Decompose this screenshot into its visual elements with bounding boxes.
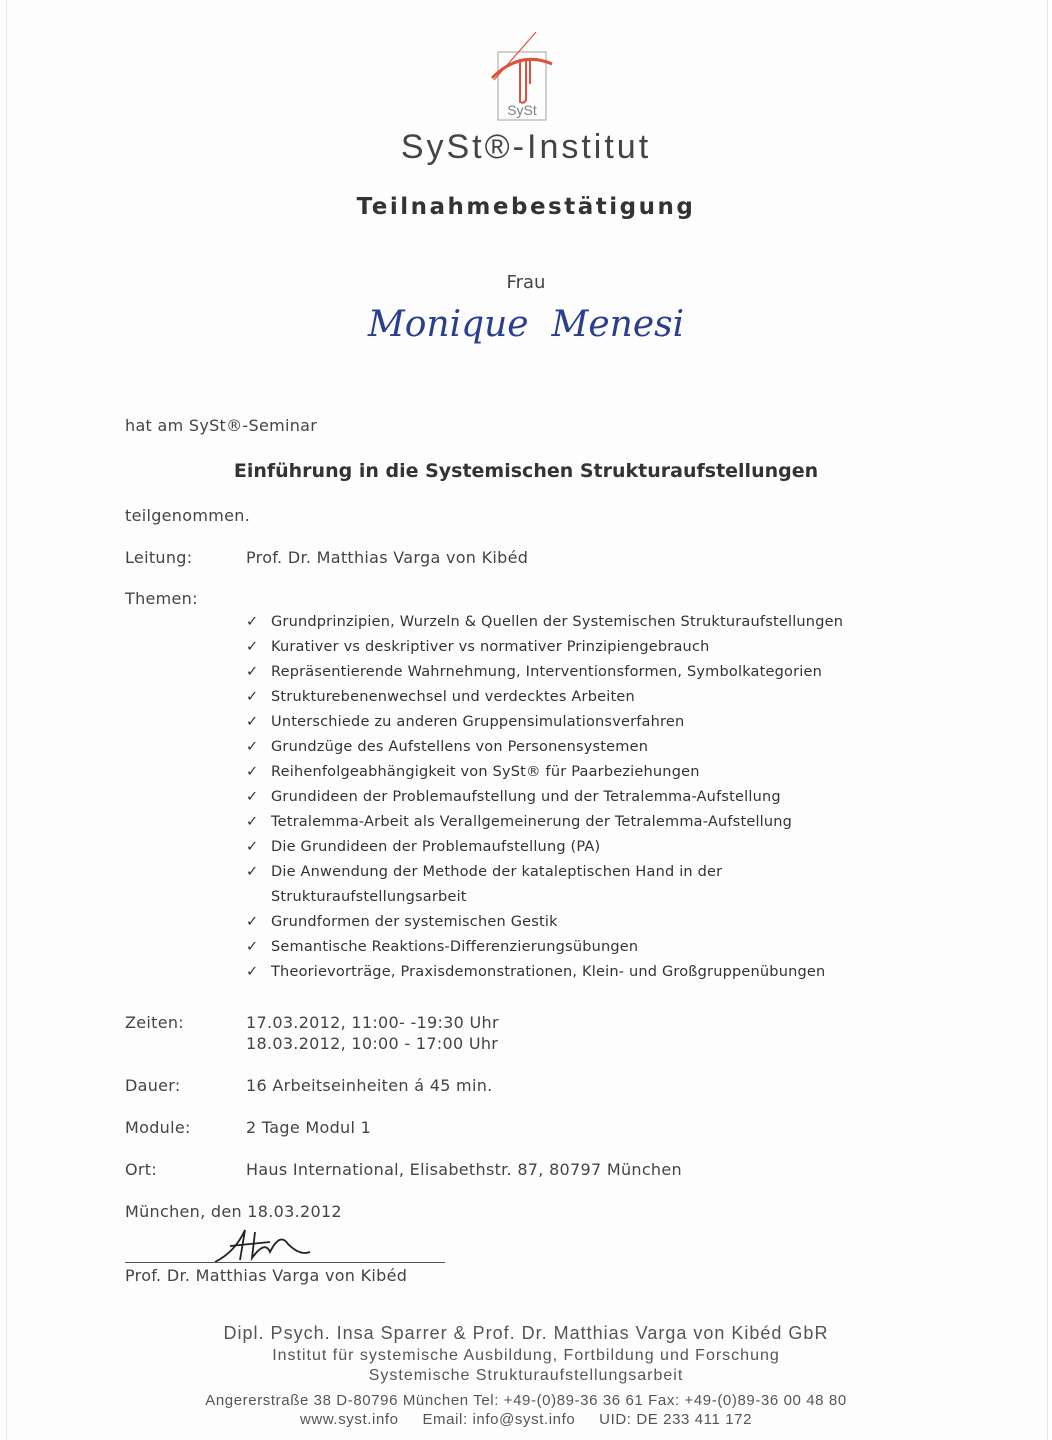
signature (210, 1222, 320, 1271)
institute-name: SySt®-Institut (400, 128, 652, 166)
checkmark-icon: ✓ (246, 764, 259, 780)
checkmark-icon: ✓ (246, 814, 259, 830)
recipient-name: Monique Menesi (367, 304, 685, 345)
topic-item (246, 789, 781, 805)
topic-text: Grundideen der Problemaufstellung und der Tetralemma-Aufstellung (271, 789, 781, 805)
topic-text: Repräsentierende Wahrnehmung, Interventionsformen, Symbolkategorien (271, 664, 823, 680)
footer-address: Angererstraße 38 D-80796 München Tel: +49-(0)89-36 36 61 Fax: +49-(0)89-36 00 48 80 (205, 1392, 847, 1409)
topic-item (246, 889, 467, 905)
intro-text: hat am SySt®-Seminar (125, 416, 318, 435)
module-label: Module: (125, 1118, 191, 1137)
topic-item (246, 839, 600, 855)
topic-text: Die Anwendung der Methode der kataleptischen Hand in der (271, 864, 723, 880)
topic-text: Tetralemma-Arbeit als Verallgemeinerung der Tetralemma-Aufstellung (271, 814, 793, 830)
topic-item (246, 964, 825, 980)
salutation: Frau (506, 272, 546, 293)
footer-institute: Institut für systemische Ausbildung, Fortbildung und Forschung (272, 1347, 780, 1364)
ort-value: Haus International, Elisabethstr. 87, 80797 München (246, 1160, 682, 1179)
topic-item (246, 864, 722, 880)
document-title: Teilnahmebestätigung (356, 194, 696, 220)
topic-text: Grundformen der systemischen Gestik (271, 914, 558, 930)
checkmark-icon: ✓ (246, 689, 259, 705)
checkmark-icon: ✓ (246, 964, 259, 980)
signature-line (125, 1262, 445, 1263)
footer-contact: www.syst.info Email: info@syst.info UID: DE 233 411 172 (299, 1411, 753, 1428)
themen-label: Themen: (125, 589, 198, 608)
topic-text: Grundprinzipien, Wurzeln & Quellen der Systemischen Strukturaufstellungen (271, 614, 844, 630)
topic-text: Die Grundideen der Problemaufstellung (PA) (271, 839, 601, 855)
topic-item (246, 739, 648, 755)
footer-subtitle: Systemische Strukturaufstellungsarbeit (368, 1367, 684, 1384)
checkmark-icon: ✓ (246, 864, 259, 880)
place-date: München, den 18.03.2012 (125, 1202, 342, 1221)
participated-text: teilgenommen. (125, 506, 251, 525)
module-value: 2 Tage Modul 1 (246, 1118, 372, 1137)
checkmark-icon: ✓ (246, 739, 259, 755)
topic-text: Semantische Reaktions-Differenzierungsübungen (271, 939, 639, 955)
topic-text: Theorievorträge, Praxisdemonstrationen, Klein- und Großgruppenübungen (271, 964, 826, 980)
topic-item (246, 714, 684, 730)
topic-text: Strukturaufstellungsarbeit (271, 889, 467, 905)
topic-item (246, 664, 822, 680)
svg-text:SySt: SySt (507, 102, 537, 118)
seminar-title: Einführung in die Systemischen Strukturaufstellungen (233, 460, 819, 482)
topic-text: Reihenfolgeabhängigkeit von SySt® für Paarbeziehungen (271, 764, 700, 780)
topic-item (246, 689, 635, 705)
topic-item (246, 614, 843, 630)
dauer-label: Dauer: (125, 1076, 181, 1095)
checkmark-icon: ✓ (246, 614, 259, 630)
topic-item (246, 764, 700, 780)
zeiten-line-2: 18.03.2012, 10:00 - 17:00 Uhr (246, 1034, 499, 1053)
footer-company: Dipl. Psych. Insa Sparrer & Prof. Dr. Matthias Varga von Kibéd GbR (223, 1323, 829, 1343)
leitung-value: Prof. Dr. Matthias Varga von Kibéd (246, 548, 529, 567)
zeiten-label: Zeiten: (125, 1013, 184, 1032)
checkmark-icon: ✓ (246, 839, 259, 855)
leitung-label: Leitung: (125, 548, 193, 567)
checkmark-icon: ✓ (246, 914, 259, 930)
dauer-value: 16 Arbeitseinheiten á 45 min. (246, 1076, 493, 1095)
signatory-name: Prof. Dr. Matthias Varga von Kibéd (125, 1266, 408, 1285)
ort-label: Ort: (125, 1160, 158, 1179)
syst-logo (490, 30, 560, 126)
topic-item (246, 939, 638, 955)
topic-item (246, 639, 710, 655)
topic-item (246, 814, 792, 830)
topic-text: Unterschiede zu anderen Gruppensimulationsverfahren (271, 714, 685, 730)
checkmark-icon: ✓ (246, 789, 259, 805)
topic-text: Grundzüge des Aufstellens von Personensystemen (271, 739, 649, 755)
checkmark-icon: ✓ (246, 639, 259, 655)
checkmark-icon: ✓ (246, 714, 259, 730)
topic-text: Strukturebenenwechsel und verdecktes Arbeiten (271, 689, 635, 705)
zeiten-line-1: 17.03.2012, 11:00- -19:30 Uhr (246, 1013, 499, 1032)
topic-item (246, 914, 558, 930)
checkmark-icon: ✓ (246, 664, 259, 680)
checkmark-icon: ✓ (246, 939, 259, 955)
topic-text: Kurativer vs deskriptiver vs normativer Prinzipiengebrauch (271, 639, 710, 655)
